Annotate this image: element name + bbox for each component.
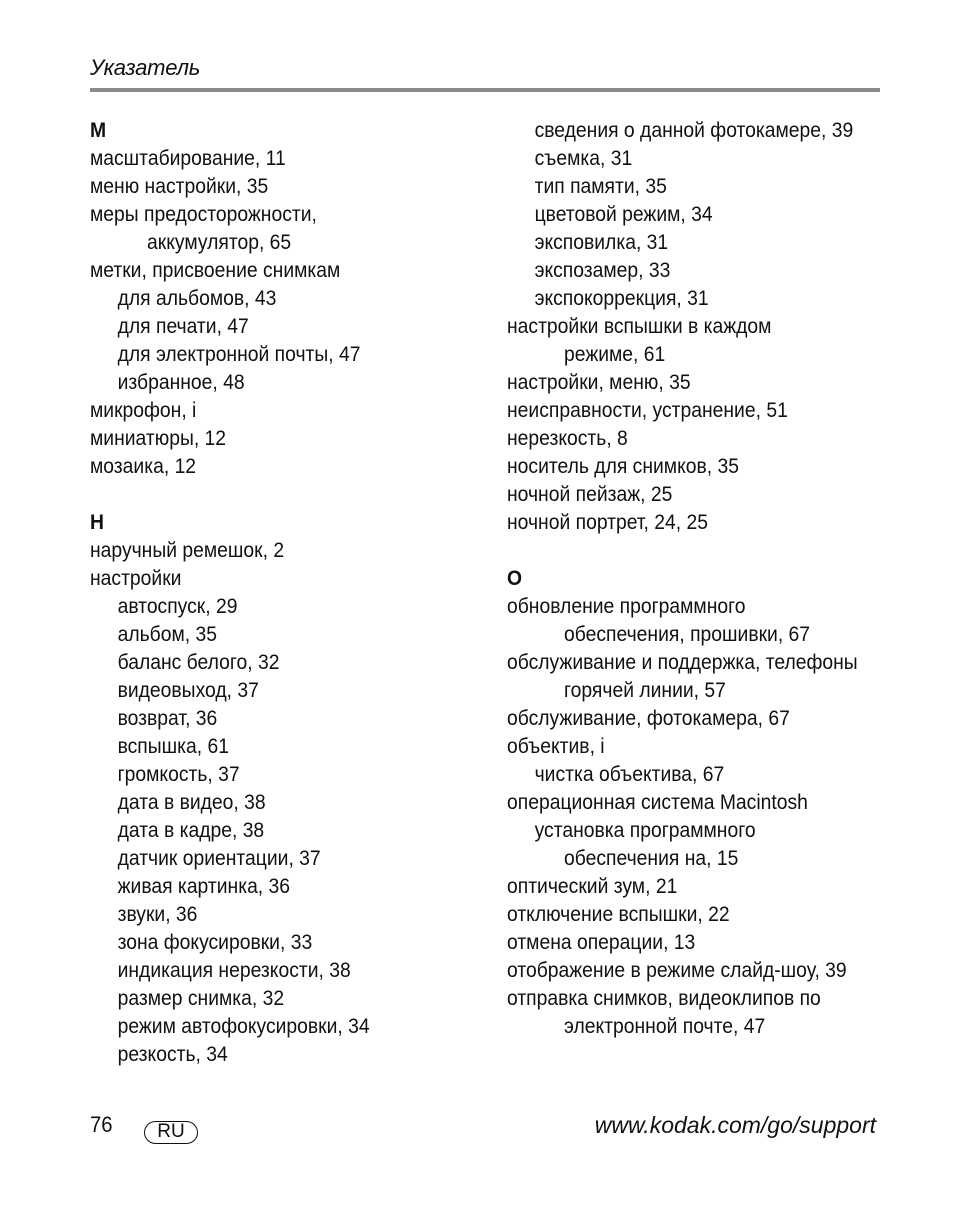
index-entry: настройки [90,567,182,590]
index-entry: метки, присвоение снимкам [90,259,341,282]
index-entry: для электронной почты, 47 [117,343,361,366]
index-entry: экспокоррекция, 31 [534,287,709,310]
index-entry: дата в видео, 38 [117,791,266,814]
index-entry: масштабирование, 11 [90,147,286,170]
index-entry: установка программного [534,819,756,842]
index-entry: видеовыход, 37 [117,679,259,702]
index-letter-heading: Н [90,511,104,534]
index-entry: эксповилка, 31 [534,231,669,254]
index-entry: настройки вспышки в каждом [507,315,772,338]
index-entry: чистка объектива, 67 [534,763,725,786]
index-column-left [90,117,490,1069]
index-spacer [90,481,458,509]
index-entry: для альбомов, 43 [117,287,277,310]
index-entry: режим автофокусировки, 34 [117,1015,370,1038]
index-entry: экспозамер, 33 [534,259,671,282]
index-entry: микрофон, i [90,399,197,422]
index-spacer [507,537,857,565]
index-entry: тип памяти, 35 [534,175,667,198]
index-entry: зона фокусировки, 33 [117,931,313,954]
index-entry: оптический зум, 21 [507,875,678,898]
index-entry: сведения о данной фотокамере, 39 [534,119,854,142]
index-entry: объектив, i [507,735,605,758]
index-entry: электронной почте, 47 [564,1015,766,1038]
index-entry: цветовой режим, 34 [534,203,713,226]
index-entry: меры предосторожности, [90,203,317,226]
index-entry: громкость, 37 [117,763,240,786]
header-rule [90,88,880,92]
index-entry: настройки, меню, 35 [507,371,691,394]
index-entry: нерезкость, 8 [507,427,628,450]
index-entry: живая картинка, 36 [117,875,291,898]
page-number: 76 [90,1112,113,1137]
index-entry: дата в кадре, 38 [117,819,265,842]
index-entry: избранное, 48 [117,371,245,394]
index-entry: миниатюры, 12 [90,427,227,450]
index-entry: отмена операции, 13 [507,931,696,954]
index-entry: обслуживание и поддержка, телефоны [507,651,858,674]
support-url[interactable]: www.kodak.com/go/support [594,1112,876,1138]
index-entry: ночной пейзаж, 25 [507,483,673,506]
index-entry: датчик ориентации, 37 [117,847,321,870]
index-entry: обеспечения на, 15 [564,847,739,870]
index-entry: режиме, 61 [564,343,666,366]
index-entry: обеспечения, прошивки, 67 [564,623,811,646]
index-entry: автоспуск, 29 [117,595,238,618]
index-entry: альбом, 35 [117,623,218,646]
index-entry: индикация нерезкости, 38 [117,959,351,982]
index-entry: ночной портрет, 24, 25 [507,511,709,534]
index-entry: меню настройки, 35 [90,175,269,198]
index-entry: наручный ремешок, 2 [90,539,285,562]
index-entry: для печати, 47 [117,315,249,338]
index-letter-heading: М [90,119,107,142]
language-badge: RU [144,1121,198,1144]
index-entry: аккумулятор, 65 [147,231,292,254]
index-entry: отключение вспышки, 22 [507,903,730,926]
index-entry: отображение в режиме слайд-шоу, 39 [507,959,847,982]
index-column-right [507,117,887,1041]
index-letter-heading: О [507,567,523,590]
index-entry: съемка, 31 [534,147,633,170]
index-entry: вспышка, 61 [117,735,230,758]
index-entry: неисправности, устранение, 51 [507,399,788,422]
index-entry: размер снимка, 32 [117,987,285,1010]
index-entry: звуки, 36 [117,903,198,926]
index-entry: обслуживание, фотокамера, 67 [507,707,790,730]
index-entry: операционная система Macintosh [507,791,808,814]
index-entry: горячей линии, 57 [564,679,726,702]
index-entry: обновление программного [507,595,746,618]
index-entry: баланс белого, 32 [117,651,280,674]
running-header: Указатель [90,55,201,80]
index-entry: носитель для снимков, 35 [507,455,739,478]
index-entry: отправка снимков, видеоклипов по [507,987,821,1010]
index-entry: возврат, 36 [117,707,218,730]
index-entry: мозаика, 12 [90,455,197,478]
index-entry: резкость, 34 [117,1043,228,1066]
